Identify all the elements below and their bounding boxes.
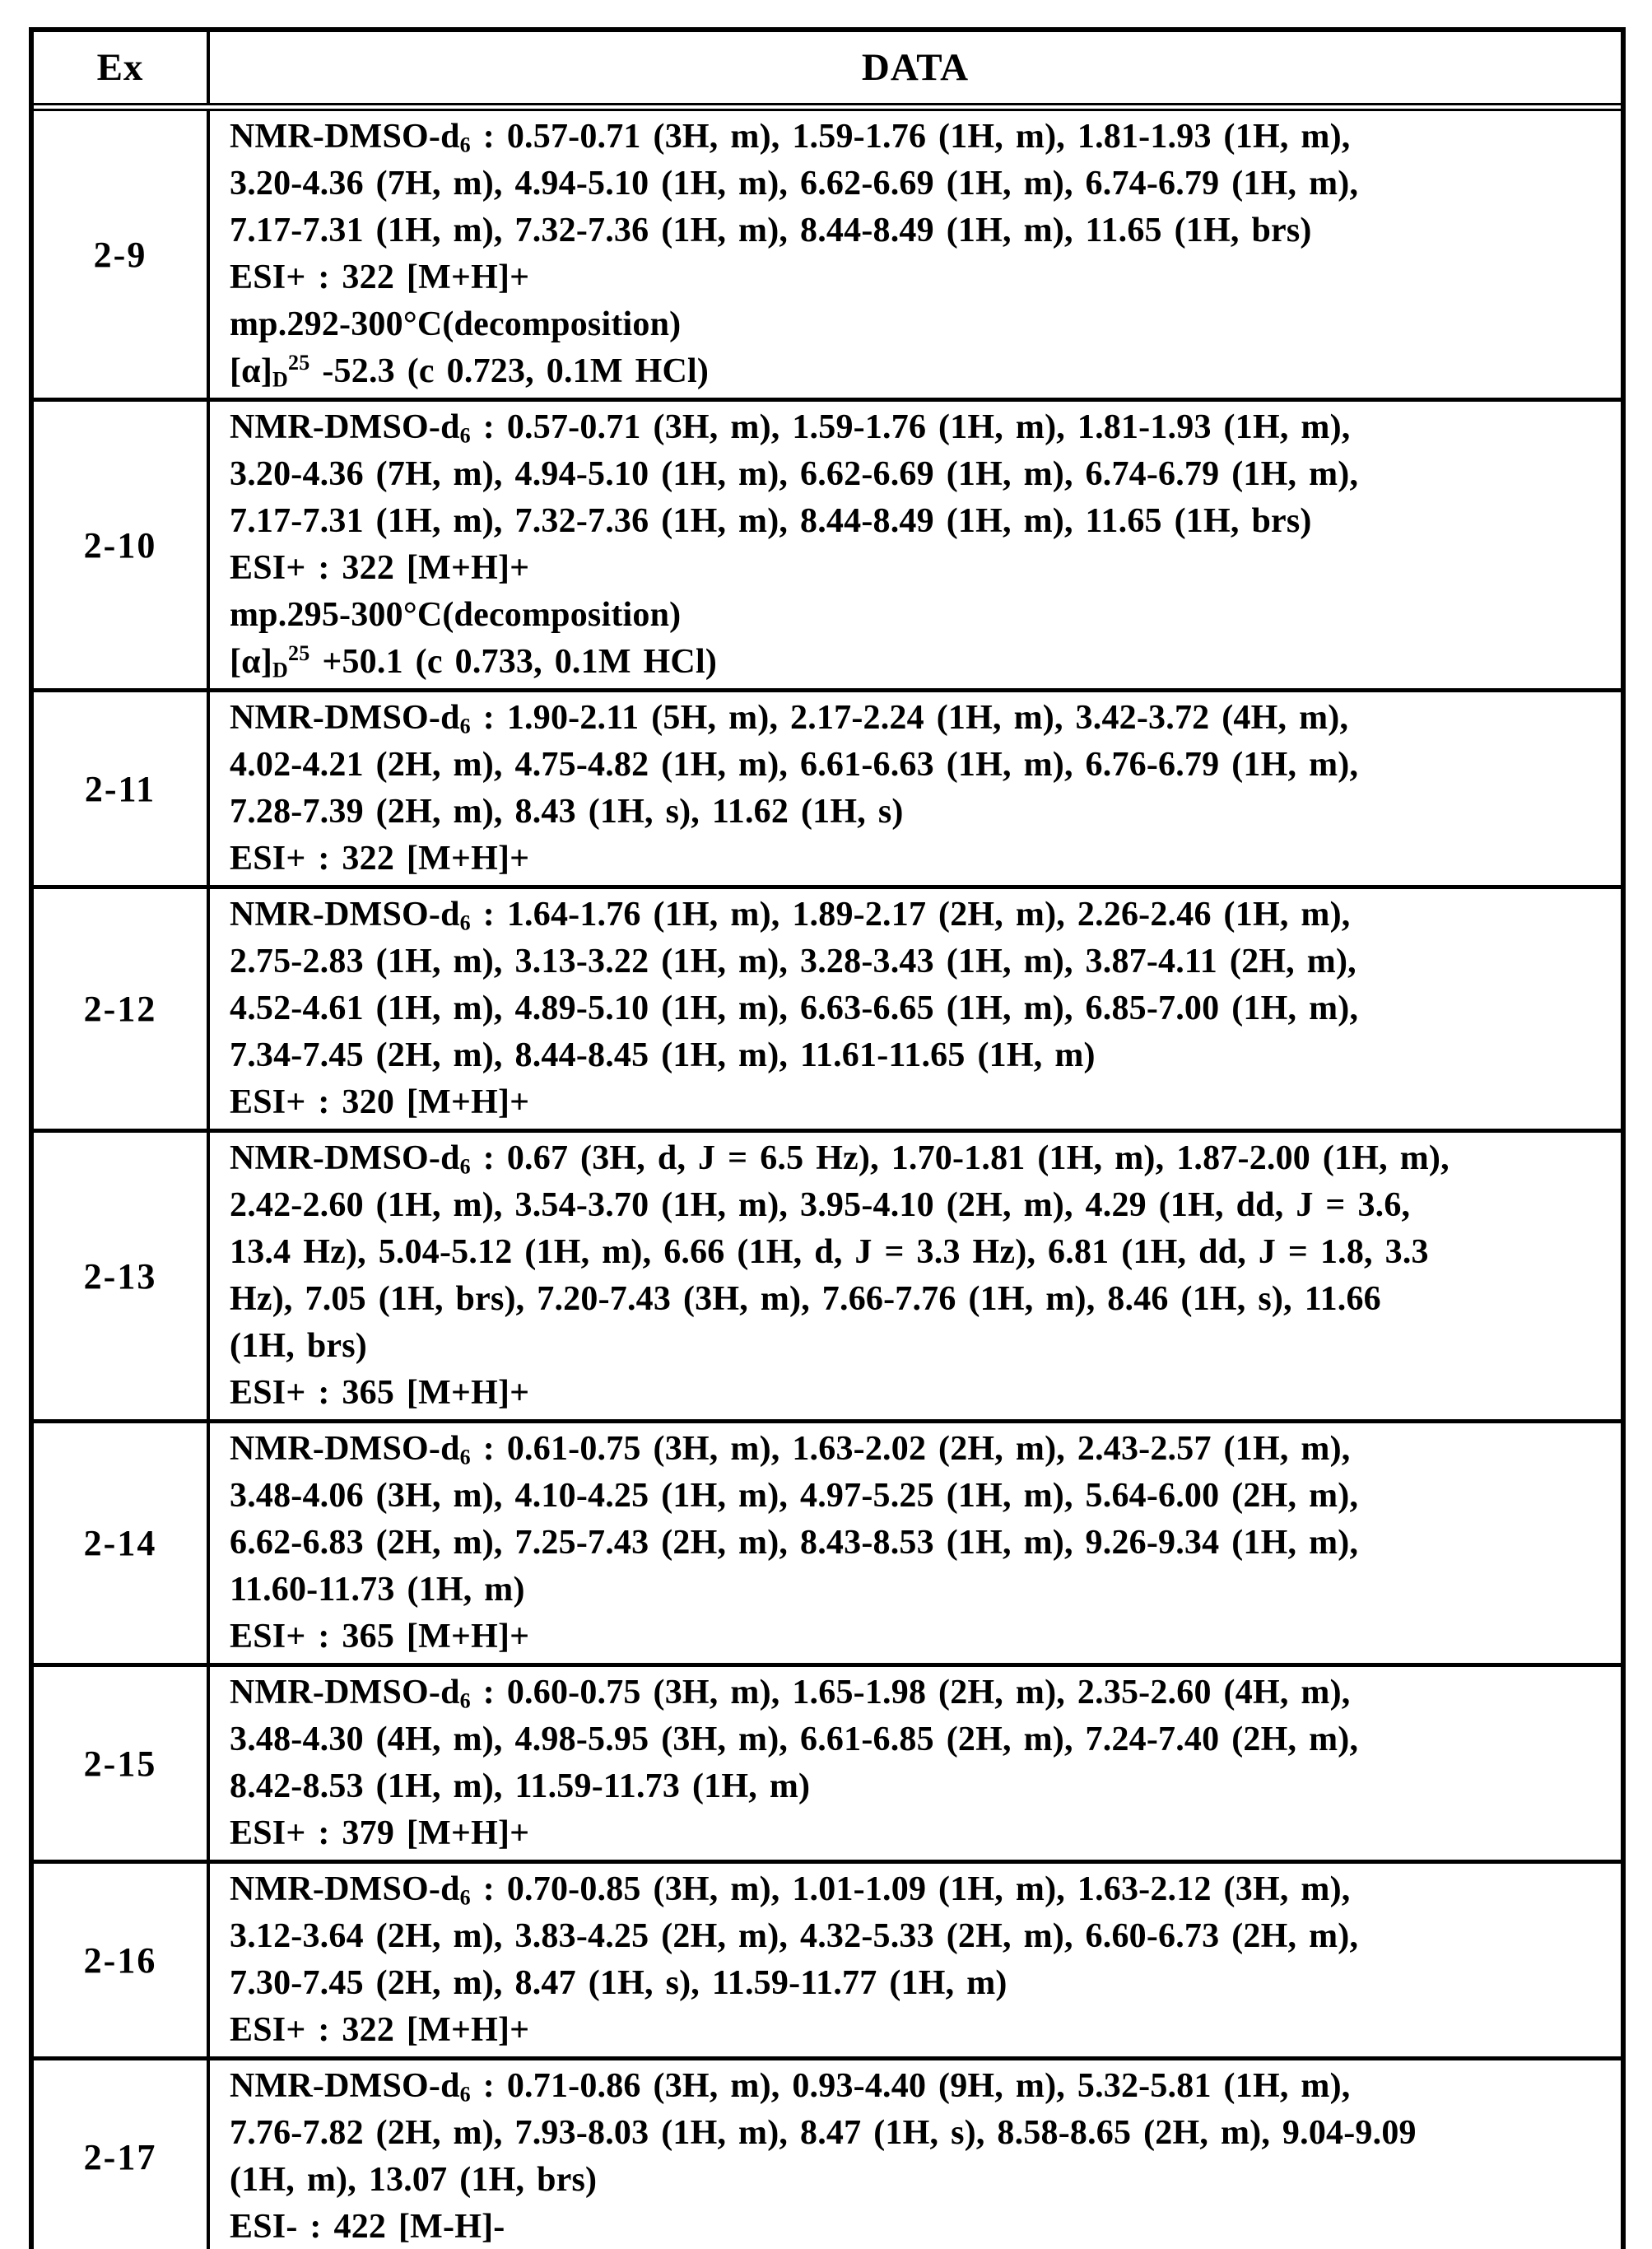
data-cell [210, 1423, 1621, 1663]
data-line: 11.60-11.73 (1H, m) [230, 1571, 525, 1609]
data-line: ESI+ : 322 [M+H]+ [230, 2011, 530, 2049]
ex-label: 2-9 [93, 234, 147, 275]
table-row [34, 2056, 1621, 2249]
data-line: NMR-$DMSO-d_6$ : 0.57-0.71 (3H, m), 1.59-1.76 (1H, m), 1.81-1.93 (1H, m), [230, 408, 1351, 448]
data-line: NMR-$DMSO-d_6$ : 0.67 (3H, d, J = 6.5 Hz), 1.70-1.81 (1H, m), 1.87-2.00 (1H, m), [230, 1139, 1450, 1179]
data-cell [210, 2060, 1621, 2249]
data-cell [210, 889, 1621, 1129]
ex-cell [34, 1133, 210, 1419]
ex-label: 2-10 [83, 524, 157, 566]
data-line: 3.20-4.36 (7H, m), 4.94-5.10 (1H, m), 6.62-6.69 (1H, m), 6.74-6.79 (1H, m), [230, 455, 1359, 493]
data-cell [210, 402, 1621, 688]
data-line: ESI+ : 365 [M+H]+ [230, 1618, 530, 1655]
data-cell [210, 1864, 1621, 2056]
data-line: Hz), 7.05 (1H, brs), 7.20-7.43 (3H, m), 7.66-7.76 (1H, m), 8.46 (1H, s), 11.66 [230, 1280, 1381, 1318]
data-cell [210, 111, 1621, 398]
data-line: ESI- : 422 [M-H]- [230, 2208, 505, 2246]
data-line: ESI+ : 320 [M+H]+ [230, 1083, 530, 1121]
data-line: NMR-$DMSO-d_6$ : 0.70-0.85 (3H, m), 1.01-1.09 (1H, m), 1.63-2.12 (3H, m), [230, 1870, 1351, 1910]
table-row [34, 398, 1621, 688]
ex-label: 2-15 [83, 1743, 157, 1784]
data-line: 7.34-7.45 (2H, m), 8.44-8.45 (1H, m), 11.61-11.65 (1H, m) [230, 1036, 1096, 1074]
ex-label: 2-17 [83, 2136, 157, 2177]
data-line: ESI+ : 379 [M+H]+ [230, 1814, 530, 1852]
data-header-label: DATA [861, 46, 970, 89]
data-line: mp.292-300°C(decomposition) [230, 305, 682, 343]
ex-label: 2-16 [83, 1939, 157, 1981]
data-line: 8.42-8.53 (1H, m), 11.59-11.73 (1H, m) [230, 1767, 811, 1805]
ex-cell [34, 1667, 210, 1860]
data-line: 3.48-4.06 (3H, m), 4.10-4.25 (1H, m), 4.97-5.25 (1H, m), 5.64-6.00 (2H, m), [230, 1477, 1359, 1515]
data-line: 2.75-2.83 (1H, m), 3.13-3.22 (1H, m), 3.28-3.43 (1H, m), 3.87-4.11 (2H, m), [230, 943, 1357, 980]
data-line: ESI+ : 365 [M+H]+ [230, 1374, 530, 1412]
table-row [34, 111, 1621, 398]
data-line: 3.48-4.30 (4H, m), 4.98-5.95 (3H, m), 6.61-6.85 (2H, m), 7.24-7.40 (2H, m), [230, 1721, 1359, 1758]
table-row [34, 885, 1621, 1129]
ex-cell [34, 692, 210, 885]
ex-cell [34, 111, 210, 398]
data-line: 7.76-7.82 (2H, m), 7.93-8.03 (1H, m), 8.47 (1H, s), 8.58-8.65 (2H, m), 9.04-9.09 [230, 2114, 1417, 2152]
data-line: 6.62-6.83 (2H, m), 7.25-7.43 (2H, m), 8.43-8.53 (1H, m), 9.26-9.34 (1H, m), [230, 1524, 1359, 1562]
ex-label: 2-12 [83, 989, 157, 1029]
table-row [34, 1419, 1621, 1663]
data-line: 7.17-7.31 (1H, m), 7.32-7.36 (1H, m), 8.44-8.49 (1H, m), 11.65 (1H, brs) [230, 212, 1312, 249]
data-line: 7.17-7.31 (1H, m), 7.32-7.36 (1H, m), 8.44-8.49 (1H, m), 11.65 (1H, brs) [230, 502, 1312, 540]
data-line: NMR-$DMSO-d_6$ : 1.90-2.11 (5H, m), 2.17-2.24 (1H, m), 3.42-3.72 (4H, m), [230, 699, 1349, 738]
ex-label: 2-14 [83, 1523, 157, 1563]
data-line: $[\alpha]_D^{25}$ -52.3 (c 0.723, 0.1M HCl) [230, 350, 710, 392]
table-row [34, 1129, 1621, 1419]
data-line: ESI+ : 322 [M+H]+ [230, 840, 530, 878]
data-line: 2.42-2.60 (1H, m), 3.54-3.70 (1H, m), 3.95-4.10 (2H, m), 4.29 (1H, dd, J = 3.6, [230, 1186, 1411, 1224]
table-row [34, 688, 1621, 885]
ex-cell [34, 402, 210, 688]
data-line: NMR-$DMSO-d_6$ : 1.64-1.76 (1H, m), 1.89-2.17 (2H, m), 2.26-2.46 (1H, m), [230, 896, 1351, 935]
data-line: NMR-$DMSO-d_6$ : 0.60-0.75 (3H, m), 1.65-1.98 (2H, m), 2.35-2.60 (4H, m), [230, 1674, 1351, 1713]
ex-header-cell [34, 32, 210, 103]
data-line: NMR-$DMSO-d_6$ : 0.57-0.71 (3H, m), 1.59-1.76 (1H, m), 1.81-1.93 (1H, m), [230, 118, 1351, 157]
data-line: 13.4 Hz), 5.04-5.12 (1H, m), 6.66 (1H, d, J = 3.3 Hz), 6.81 (1H, dd, J = 1.8, 3.3 [230, 1233, 1429, 1271]
data-line: (1H, m), 13.07 (1H, brs) [230, 2161, 598, 2199]
data-line: 3.12-3.64 (2H, m), 3.83-4.25 (2H, m), 4.32-5.33 (2H, m), 6.60-6.73 (2H, m), [230, 1917, 1359, 1955]
ex-cell [34, 2060, 210, 2249]
ex-header-label: Ex [96, 46, 144, 89]
nmr-data-table [29, 27, 1626, 2249]
data-header-cell [210, 32, 1621, 103]
data-line: (1H, brs) [230, 1327, 367, 1365]
ex-cell [34, 1864, 210, 2056]
data-line: $[\alpha]_D^{25} +50.1$ (c 0.733, 0.1M HCl) [230, 640, 718, 682]
ex-cell [34, 889, 210, 1129]
data-cell [210, 1667, 1621, 1860]
data-line: ESI+ : 322 [M+H]+ [230, 258, 530, 296]
table-header-row [34, 32, 1621, 111]
data-cell [210, 692, 1621, 885]
data-line: ESI+ : 322 [M+H]+ [230, 549, 530, 587]
data-line: 4.52-4.61 (1H, m), 4.89-5.10 (1H, m), 6.63-6.65 (1H, m), 6.85-7.00 (1H, m), [230, 989, 1359, 1027]
data-line: NMR-$DMSO-d_6$ : 0.71-0.86 (3H, m), 0.93-4.40 (9H, m), 5.32-5.81 (1H, m), [230, 2067, 1351, 2107]
ex-cell [34, 1423, 210, 1663]
data-line: 7.30-7.45 (2H, m), 8.47 (1H, s), 11.59-11.77 (1H, m) [230, 1964, 1007, 2002]
data-line: NMR-$DMSO-d_6$ : 0.61-0.75 (3H, m), 1.63-2.02 (2H, m), 2.43-2.57 (1H, m), [230, 1430, 1351, 1469]
data-line: 3.20-4.36 (7H, m), 4.94-5.10 (1H, m), 6.62-6.69 (1H, m), 6.74-6.79 (1H, m), [230, 165, 1359, 203]
data-line: 7.28-7.39 (2H, m), 8.43 (1H, s), 11.62 (1H, s) [230, 793, 904, 831]
table-row [34, 1663, 1621, 1860]
table-body [34, 111, 1621, 2249]
ex-label: 2-13 [83, 1255, 157, 1297]
data-line: 4.02-4.21 (2H, m), 4.75-4.82 (1H, m), 6.61-6.63 (1H, m), 6.76-6.79 (1H, m), [230, 746, 1359, 784]
ex-label: 2-11 [84, 768, 156, 809]
data-line: mp.295-300°C(decomposition) [230, 596, 682, 634]
table-row [34, 1860, 1621, 2056]
data-cell [210, 1133, 1621, 1419]
